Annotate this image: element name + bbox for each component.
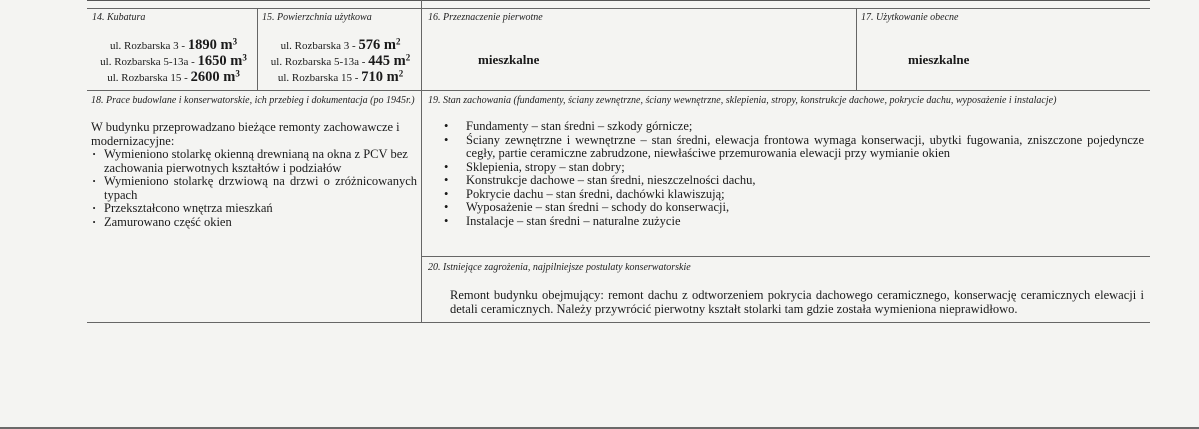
kubatura-item: ul. Rozbarska 15 - 2600 $m^3$	[107, 68, 240, 85]
form-table	[87, 0, 1150, 323]
divider-16-17	[856, 8, 857, 90]
cell-kubatura	[92, 12, 255, 88]
powierzchnia-item: ul. Rozbarska 3 - 576 $m^2$	[280, 36, 401, 53]
prace-header: 18. Prace budowlane i konserwatorskie, ich przebieg i dokumentacja (po 1945r.)	[91, 95, 415, 106]
table-top-border	[87, 0, 1150, 1]
powierzchnia-item: ul. Rozbarska 15 - 710 $m^2$	[277, 68, 404, 85]
list-item: · Wymieniono stolarkę drzwiową na drzwi o zróżnicowanych typach	[91, 175, 417, 202]
cell-prace	[91, 95, 417, 229]
row1-top-border	[87, 8, 1150, 9]
list-item: • Pokrycie dachu – stan średni, dachówki klawiszują;	[428, 188, 1144, 202]
kubatura-header: 14. Kubatura	[92, 12, 146, 23]
prace-body	[91, 121, 417, 229]
cell-stan	[428, 95, 1144, 228]
przeznaczenie-header: 16. Przeznaczenie pierwotne	[428, 12, 543, 23]
divider-19-20	[421, 256, 1150, 257]
table-bottom-border	[87, 322, 1150, 323]
list-item: • Ściany zewnętrzne i wewnętrzne – stan średni, elewacja frontowa wymaga konserwacji, ubytki fugowania, zniszczone pojedyncze cegły, partie ceramiczne zabrudzone, niewłaściwe przemurowania elewacji przy wymianie okien	[428, 134, 1144, 161]
list-item: • Sklepienia, stropy – stan dobry;	[428, 161, 1144, 175]
zagrozenia-text: Remont budynku obejmujący: remont dachu z odtworzeniem pokrycia dachowego ceramicznego, konserwację ceramicznych elewacji i detali ceramicznych. Należy przywrócić pierwotny kształt stolarki tam gdzie została wymieniona nieprawidłowo.	[450, 288, 1144, 316]
powierzchnia-list	[262, 38, 419, 86]
stan-header: 19. Stan zachowania (fundamenty, ściany zewnętrzne, ściany wewnętrzne, sklepienia, stropy, konstrukcje dachowe, pokrycie dachu, wyposażenie i instalacje)	[428, 95, 1057, 106]
przeznaczenie-value: mieszkalne	[478, 52, 540, 67]
zagrozenia-header: 20. Istniejące zagrożenia, najpilniejsze postulaty konserwatorskie	[428, 262, 691, 273]
uzytkowanie-value: mieszkalne	[908, 52, 970, 67]
cell-przeznaczenie	[428, 12, 853, 88]
cell-uzytkowanie	[861, 12, 1148, 88]
list-item: • Konstrukcje dachowe – stan średni, nieszczelności dachu,	[428, 174, 1144, 188]
divider-main	[421, 0, 422, 323]
list-item: • Instalacje – stan średni – naturalne zużycie	[428, 215, 1144, 229]
stan-list	[428, 120, 1144, 228]
list-item: • Wyposażenie – stan średni – schody do konserwacji,	[428, 201, 1144, 215]
uzytkowanie-header: 17. Użytkowanie obecne	[861, 12, 959, 23]
row2-top-border	[87, 90, 1150, 91]
list-item: · Wymieniono stolarkę okienną drewnianą na okna z PCV bez zachowania pierwotnych kształtów i podziałów	[91, 148, 417, 175]
list-item: · Zamurowano część okien	[91, 216, 417, 230]
powierzchnia-header: 15. Powierzchnia użytkowa	[262, 12, 372, 23]
kubatura-list	[92, 38, 255, 86]
prace-intro: W budynku przeprowadzano bieżące remonty zachowawcze i modernizacyjne:	[91, 120, 400, 148]
powierzchnia-item: ul. Rozbarska 5-13a - 445 $m^2$	[270, 52, 411, 69]
list-item: • Fundamenty – stan średni – szkody górnicze;	[428, 120, 1144, 134]
kubatura-item: ul. Rozbarska 5-13a - 1650 $m^3$	[100, 52, 247, 69]
list-item: · Przekształcono wnętrza mieszkań	[91, 202, 417, 216]
prace-list	[91, 148, 417, 229]
divider-14-15	[257, 8, 258, 90]
cell-powierzchnia	[262, 12, 419, 88]
cell-zagrozenia	[428, 262, 1144, 316]
kubatura-item: ul. Rozbarska 3 - 1890 $m^3$	[109, 36, 238, 53]
